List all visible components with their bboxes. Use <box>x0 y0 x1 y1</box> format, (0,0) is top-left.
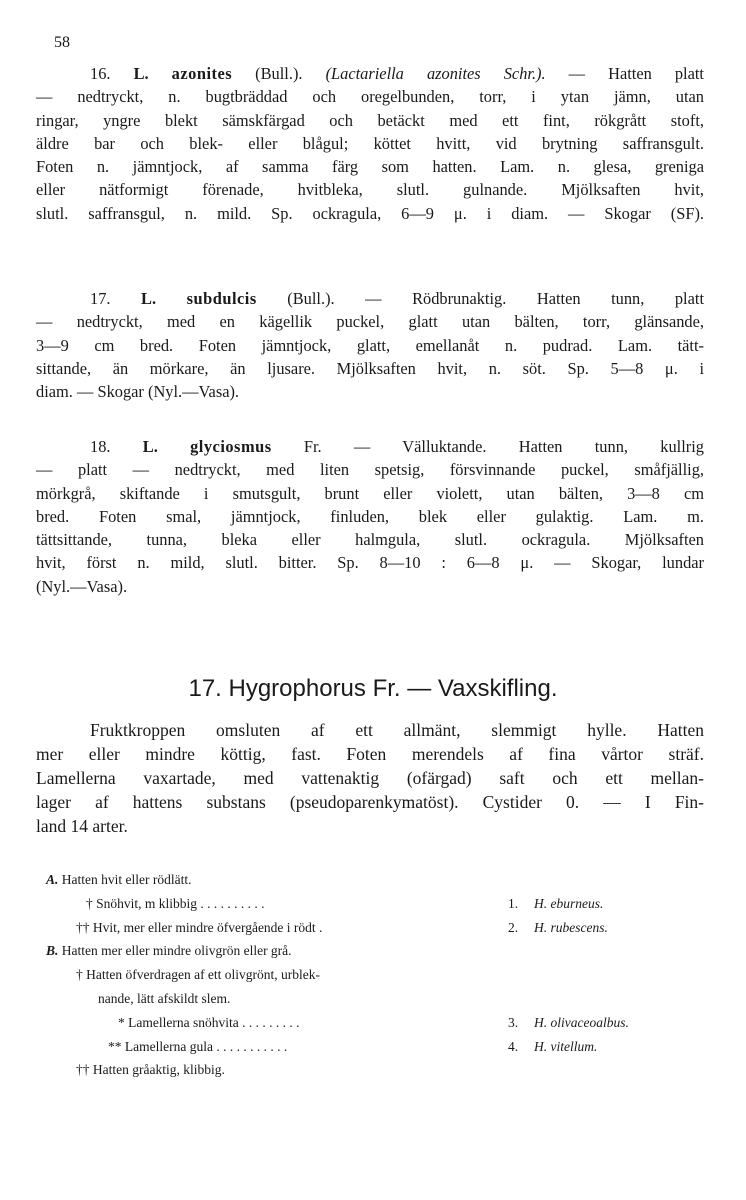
asterisk-mark: ** <box>108 1038 122 1054</box>
species-name: azonites <box>171 64 233 83</box>
entry-line: eller nätformigt förenade, hvitbleka, slutl. gulnande. Mjölksaften hvit, <box>36 180 704 200</box>
entry-first-line <box>36 62 704 85</box>
species-result: H. vitellum. <box>534 1038 598 1054</box>
dagger-mark: † <box>86 895 93 911</box>
entry-first-line <box>36 287 704 310</box>
key-couplet-continued <box>46 987 686 1011</box>
genus-description <box>36 718 704 838</box>
leader-dots: . . . . . . . . . . . <box>212 1038 288 1054</box>
species-result: H. olivaceoalbus. <box>534 1014 629 1030</box>
entry-line: — nedtryckt, med en kägellik puckel, glatt utan bälten, torr, glänsande, <box>36 312 704 332</box>
entry-first-line <box>36 435 704 458</box>
entry-line: diam. — Skogar (Nyl.—Vasa). <box>36 382 240 402</box>
key-text: Lamellerna gula <box>124 1038 213 1054</box>
key-subcouplet <box>46 1035 686 1059</box>
leader-dots: . . . . . . . . . <box>238 1014 300 1030</box>
key-text: Hatten hvit eller rödlätt. <box>61 872 192 887</box>
description-start: Fr. — Välluktande. Hatten tunn, kullrig <box>271 437 704 456</box>
identification-key <box>46 868 686 1082</box>
genus-abbrev: L. <box>141 289 157 308</box>
entry-line: sittande, än mörkare, än ljusare. Mjölksaften hvit, n. söt. Sp. 5—8 μ. i <box>36 358 704 378</box>
entry-line: mörkgrå, skiftande i smutsgult, brunt eller violett, utan bälten, 3—8 cm <box>36 483 704 503</box>
asterisk-mark: * <box>118 1014 125 1030</box>
key-group-b <box>46 939 686 963</box>
entry-line: hvit, först n. mild, slutl. bitter. Sp. 8—10 : 6—8 μ. — Skogar, lundar <box>36 553 704 573</box>
synonym: (Lactariella azonites Schr.). <box>325 64 546 83</box>
key-label: A. <box>46 872 59 887</box>
key-text: Hatten öfverdragen af ett olivgrönt, urblek- <box>86 967 321 983</box>
page-number: 58 <box>54 34 70 51</box>
key-couplet <box>46 963 686 987</box>
key-text: Hvit, mer eller mindre öfvergående i rödt <box>92 919 316 935</box>
entry-line: — nedtryckt, n. bugtbräddad och oregelbunden, torr, i ytan jämn, utan <box>36 87 704 107</box>
dagger-mark: † <box>76 967 83 983</box>
key-label: B. <box>46 943 59 959</box>
species-name: glyciosmus <box>190 437 272 456</box>
key-number: 1. <box>508 895 519 911</box>
entry-line: äldre bar och blek- eller blågul; köttet hvitt, vid brytning saffransgult. <box>36 133 704 153</box>
intro-line: Fruktkroppen omsluten af ett allmänt, slemmigt hylle. Hatten <box>90 720 704 740</box>
intro-line: Lamellerna vaxartade, med vattenaktig (ofärgad) saft och ett mellan- <box>36 768 704 788</box>
genus-heading: 17. Hygrophorus Fr. — Vaxskifling. <box>188 675 558 702</box>
intro-line: mer eller mindre köttig, fast. Foten merendels af fina vårtor sträf. <box>36 744 704 764</box>
leader-dots: . . . . . . . . . . <box>197 895 265 911</box>
description-start: (Bull.). — Rödbrunaktig. Hatten tunn, platt <box>256 289 704 308</box>
key-subcouplet <box>46 1011 686 1035</box>
key-text: Lamellerna snöhvita <box>128 1014 239 1030</box>
key-number: 3. <box>508 1014 519 1030</box>
entry-line: (Nyl.—Vasa). <box>36 576 128 596</box>
entry-line: ringar, yngre blekt sämskfärgad och betäckt med ett fint, rökgrått stoft, <box>36 110 704 130</box>
intro-line: land 14 arter. <box>36 816 128 836</box>
key-couplet <box>46 892 686 916</box>
species-name: subdulcis <box>186 289 257 308</box>
key-couplet <box>46 916 686 940</box>
key-text: Hatten gråaktig, klibbig. <box>92 1062 225 1078</box>
species-result: H. eburneus. <box>534 895 604 911</box>
entry-line: tättsittande, tunna, bleka eller halmgula, slutl. ockragula. Mjölksaften <box>36 530 704 550</box>
species-entry-azonites <box>36 62 704 225</box>
species-entry-glyciosmus <box>36 435 704 598</box>
key-text: Snöhvit, m klibbig <box>96 895 198 911</box>
entry-line: Foten n. jämntjock, af samma färg som hatten. Lam. n. glesa, greniga <box>36 157 704 177</box>
key-couplet <box>46 1058 686 1082</box>
entry-number: 16. <box>90 64 111 83</box>
genus-abbrev: L. <box>133 64 149 83</box>
species-entry-subdulcis <box>36 287 704 403</box>
key-text: Hatten mer eller mindre olivgrön eller grå. <box>61 943 292 959</box>
key-text: nande, lätt afskildt slem. <box>98 990 231 1006</box>
entry-line: slutl. saffransgul, n. mild. Sp. ockragula, 6—9 μ. i diam. — Skogar (SF). <box>36 203 704 223</box>
key-number: 4. <box>508 1038 519 1054</box>
species-result: H. rubescens. <box>534 919 608 935</box>
dagger-mark: †† <box>76 1062 90 1078</box>
entry-number: 17. <box>90 289 111 308</box>
description-start: — Hatten platt <box>545 64 704 83</box>
entry-line: bred. Foten smal, jämntjock, finluden, blek eller gulaktig. Lam. m. <box>36 506 704 526</box>
key-group-a <box>46 868 686 892</box>
entry-number: 18. <box>90 437 111 456</box>
entry-line: 3—9 cm bred. Foten jämntjock, glatt, emellanåt n. pudrad. Lam. tätt- <box>36 335 704 355</box>
author: (Bull.). <box>232 64 326 83</box>
entry-line: — platt — nedtryckt, med liten spetsig, försvinnande puckel, småfjällig, <box>36 460 704 480</box>
dagger-mark: †† <box>76 919 90 935</box>
key-number: 2. <box>508 919 519 935</box>
intro-line: lager af hattens substans (pseudoparenkymatöst). Cystider 0. — I Fin- <box>36 792 704 812</box>
genus-abbrev: L. <box>142 437 158 456</box>
leader-dots: . <box>315 919 323 935</box>
